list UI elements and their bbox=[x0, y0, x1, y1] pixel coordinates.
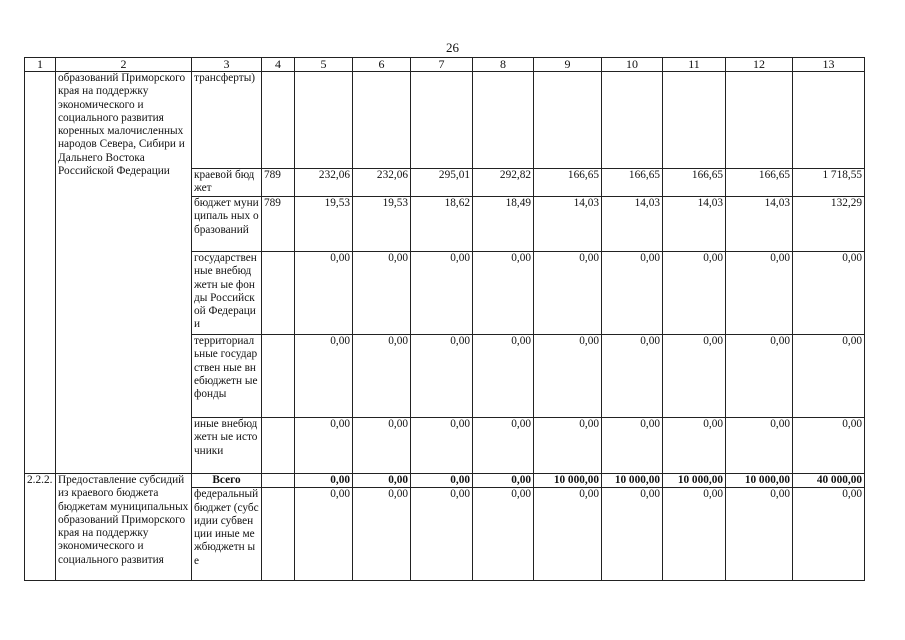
funding-source: федеральный бюджет (субсидии субвенции иные межбюджетн ые bbox=[192, 488, 262, 581]
value-cell: 0,00 bbox=[295, 488, 353, 581]
value-cell: 14,03 bbox=[726, 197, 793, 252]
funding-source: иные внебюджетн ые источники bbox=[192, 418, 262, 474]
value-cell: 0,00 bbox=[295, 252, 353, 335]
value-cell: 0,00 bbox=[602, 488, 663, 581]
value-cell: 18,62 bbox=[411, 197, 473, 252]
measure-name: образований Приморского края на поддержку экономического и социального развития коренных малочисленных народов Севера, Сибири и Дальнего Востока Российской Федерации bbox=[56, 72, 192, 474]
code-cell bbox=[262, 335, 295, 418]
total-value-cell: 10 000,00 bbox=[534, 474, 602, 488]
column-header-row bbox=[25, 58, 865, 72]
value-cell: 132,29 bbox=[793, 197, 865, 252]
value-cell: 0,00 bbox=[602, 252, 663, 335]
total-value-cell: 0,00 bbox=[473, 474, 534, 488]
funding-source: трансферты) bbox=[192, 72, 262, 169]
value-cell: 0,00 bbox=[726, 488, 793, 581]
code-cell bbox=[262, 488, 295, 581]
value-cell: 0,00 bbox=[473, 418, 534, 474]
value-cell: 0,00 bbox=[793, 252, 865, 335]
value-cell: 0,00 bbox=[663, 488, 726, 581]
value-cell: 232,06 bbox=[353, 169, 411, 197]
value-cell: 0,00 bbox=[353, 335, 411, 418]
value-cell: 14,03 bbox=[602, 197, 663, 252]
code-cell bbox=[262, 418, 295, 474]
total-value-cell: 40 000,00 bbox=[793, 474, 865, 488]
funding-source: краевой бюджет bbox=[192, 169, 262, 197]
value-cell: 0,00 bbox=[534, 418, 602, 474]
col-header-12: 12 bbox=[726, 58, 793, 72]
value-cell: 0,00 bbox=[411, 252, 473, 335]
value-cell: 18,49 bbox=[473, 197, 534, 252]
value-cell: 0,00 bbox=[411, 418, 473, 474]
value-cell: 0,00 bbox=[353, 488, 411, 581]
col-header-9: 9 bbox=[534, 58, 602, 72]
value-cell: 19,53 bbox=[295, 197, 353, 252]
funding-source: бюджет муниципаль ных образований bbox=[192, 197, 262, 252]
total-value-cell: 10 000,00 bbox=[726, 474, 793, 488]
total-value-cell: 0,00 bbox=[353, 474, 411, 488]
value-cell: 0,00 bbox=[534, 252, 602, 335]
code-cell bbox=[262, 252, 295, 335]
value-cell: 0,00 bbox=[295, 335, 353, 418]
value-cell: 19,53 bbox=[353, 197, 411, 252]
col-header-7: 7 bbox=[411, 58, 473, 72]
col-header-11: 11 bbox=[663, 58, 726, 72]
value-cell: 0,00 bbox=[411, 335, 473, 418]
value-cell: 0,00 bbox=[473, 488, 534, 581]
value-cell: 14,03 bbox=[663, 197, 726, 252]
value-cell: 292,82 bbox=[473, 169, 534, 197]
row-id-cell bbox=[25, 72, 56, 474]
code-cell bbox=[262, 474, 295, 488]
value-cell: 0,00 bbox=[726, 252, 793, 335]
value-cell: 0,00 bbox=[295, 418, 353, 474]
value-cell: 295,01 bbox=[411, 169, 473, 197]
value-cell: 0,00 bbox=[663, 335, 726, 418]
value-cell: 1 718,55 bbox=[793, 169, 865, 197]
table-row bbox=[25, 72, 865, 169]
value-cell: 0,00 bbox=[726, 418, 793, 474]
value-cell: 0,00 bbox=[793, 488, 865, 581]
col-header-4: 4 bbox=[262, 58, 295, 72]
value-cell: 0,00 bbox=[793, 418, 865, 474]
budget-table bbox=[24, 57, 865, 581]
measure-name: Предоставление субсидий из краевого бюджета бюджетам муниципальных образований Приморского края на поддержку экономического и социального развития bbox=[56, 474, 192, 581]
value-cell: 0,00 bbox=[534, 335, 602, 418]
table-row bbox=[25, 474, 865, 488]
col-header-13: 13 bbox=[793, 58, 865, 72]
value-cell: 166,65 bbox=[602, 169, 663, 197]
col-header-2: 2 bbox=[56, 58, 192, 72]
col-header-8: 8 bbox=[473, 58, 534, 72]
value-cell: 0,00 bbox=[602, 335, 663, 418]
page-number: 26 bbox=[446, 40, 459, 55]
value-cell: 0,00 bbox=[353, 252, 411, 335]
value-cell: 232,06 bbox=[295, 169, 353, 197]
value-cell: 0,00 bbox=[534, 488, 602, 581]
value-cell: 166,65 bbox=[663, 169, 726, 197]
total-value-cell: 0,00 bbox=[411, 474, 473, 488]
funding-source: государствен ные внебюджетн ые фонды Российской Федерации bbox=[192, 252, 262, 335]
value-cell: 0,00 bbox=[411, 488, 473, 581]
value-cell: 0,00 bbox=[793, 335, 865, 418]
code-cell: 789 bbox=[262, 169, 295, 197]
col-header-3: 3 bbox=[192, 58, 262, 72]
total-value-cell: 0,00 bbox=[295, 474, 353, 488]
col-header-10: 10 bbox=[602, 58, 663, 72]
value-cell: 0,00 bbox=[726, 335, 793, 418]
value-cell: 0,00 bbox=[353, 418, 411, 474]
value-cell: 0,00 bbox=[473, 252, 534, 335]
value-cell: 166,65 bbox=[726, 169, 793, 197]
code-cell: 789 bbox=[262, 197, 295, 252]
total-value-cell: 10 000,00 bbox=[663, 474, 726, 488]
funding-source-total: Всего bbox=[192, 474, 262, 488]
total-value-cell: 10 000,00 bbox=[602, 474, 663, 488]
value-cell: 14,03 bbox=[534, 197, 602, 252]
row-id-cell: 2.2.2. bbox=[25, 474, 56, 581]
value-cell: 166,65 bbox=[534, 169, 602, 197]
funding-source: территориал ьные государствен ные внебюджетн ые фонды bbox=[192, 335, 262, 418]
value-cell: 0,00 bbox=[663, 418, 726, 474]
col-header-5: 5 bbox=[295, 58, 353, 72]
col-header-1: 1 bbox=[25, 58, 56, 72]
value-cell: 0,00 bbox=[663, 252, 726, 335]
value-cell: 0,00 bbox=[602, 418, 663, 474]
value-cell: 0,00 bbox=[473, 335, 534, 418]
col-header-6: 6 bbox=[353, 58, 411, 72]
